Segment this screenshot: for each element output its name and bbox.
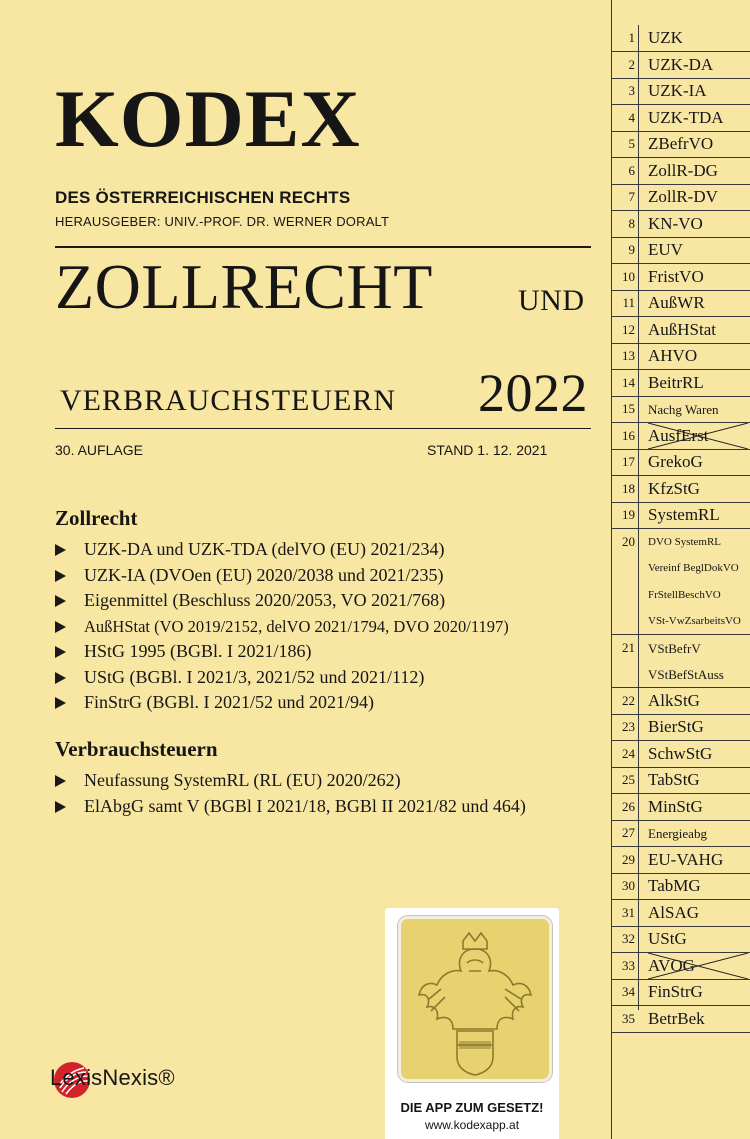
register-number: 16 [622, 427, 635, 443]
register-label: ZollR-DG [648, 160, 718, 180]
register-number: 23 [622, 719, 635, 734]
register-label: VStBefrV [648, 640, 701, 656]
register-number: 13 [622, 348, 635, 363]
register-tab[interactable] [611, 25, 750, 52]
list-item: Eigenmittel (Beschluss 2020/2053, VO 2021/768) [55, 588, 600, 614]
register-number: 10 [622, 268, 635, 284]
book-title-und: UND [518, 284, 585, 317]
register-label: AußHStat [648, 319, 716, 339]
register-label: UStG [648, 929, 687, 948]
register-tab[interactable] [611, 820, 750, 847]
register-label: ZollR-DV [648, 187, 718, 206]
bullet-triangle-icon [55, 570, 66, 582]
list-item: HStG 1995 (BGBl. I 2021/186) [55, 639, 600, 665]
register-number: 24 [622, 745, 635, 761]
register-tab[interactable] [611, 714, 750, 741]
app-promo [385, 908, 559, 1139]
register-number: 22 [622, 692, 635, 708]
register-number: 33 [622, 957, 635, 973]
register-label: UZK-DA [648, 54, 714, 74]
section-heading: Zollrecht [55, 506, 138, 530]
register-tab[interactable] [611, 794, 750, 821]
book-subtitle: VERBRAUCHSTEUERN [60, 384, 397, 417]
edition-year: 2022 [478, 363, 588, 423]
register-label: UZK-IA [648, 81, 707, 100]
register-number: 12 [622, 321, 635, 337]
register-number: 31 [622, 904, 635, 920]
bullet-triangle-icon [55, 697, 66, 709]
register-label: MinStG [648, 796, 703, 816]
register-label: KfzStG [648, 478, 700, 498]
list-item: UZK-DA und UZK-TDA (delVO (EU) 2021/234) [55, 537, 600, 563]
register-label: FinStrG [648, 982, 703, 1001]
list-item: ElAbgG samt V (BGBl I 2021/18, BGBl II 2021/82 und 464) [55, 794, 555, 820]
register-number: 27 [622, 825, 635, 840]
register-number: 2 [628, 56, 635, 72]
register-number: 25 [622, 772, 635, 787]
edition-number: 30. AUFLAGE [55, 442, 143, 458]
register-tab[interactable] [611, 582, 750, 608]
publisher-name: LexisNexis® [50, 1065, 175, 1090]
register-tab[interactable] [611, 78, 750, 105]
register-number: 7 [628, 189, 635, 204]
register-label: AlkStG [648, 690, 700, 710]
register-tab[interactable] [611, 449, 750, 476]
register-label: AHVO [648, 346, 698, 365]
editor-line: HERAUSGEBER: UNIV.-PROF. DR. WERNER DORALT [55, 214, 390, 229]
bullet-triangle-icon [55, 672, 66, 684]
register-number: 3 [628, 83, 635, 98]
register-tab[interactable] [611, 953, 750, 980]
register-label: FrStellBeschVO [648, 588, 721, 601]
series-subtitle: DES ÖSTERREICHISCHEN RECHTS [55, 188, 351, 207]
register-tab[interactable] [611, 396, 750, 423]
list-item: UZK-IA (DVOen (EU) 2020/2038 und 2021/235) [55, 563, 600, 589]
register-label: TabMG [648, 876, 701, 895]
register-tab[interactable] [611, 1006, 750, 1033]
bullet-triangle-icon [55, 621, 66, 633]
divider-bottom [55, 428, 591, 429]
bullet-triangle-icon [55, 801, 66, 813]
bullet-triangle-icon [55, 775, 66, 787]
register-label: Energieabg [648, 826, 707, 841]
register-label: DVO SystemRL [648, 535, 722, 548]
register-number: 5 [628, 136, 635, 151]
register-number: 20 [622, 533, 635, 549]
register-tab[interactable] [611, 237, 750, 264]
app-tagline: DIE APP ZUM GESETZ! [400, 1100, 544, 1115]
register-label: SchwStG [648, 743, 713, 763]
eagle-coat-of-arms-icon [401, 919, 549, 1079]
register-tab[interactable] [611, 290, 750, 317]
strikethrough-cross-icon [648, 953, 748, 979]
register-tab[interactable] [611, 264, 750, 291]
register-tab[interactable] [611, 158, 750, 185]
register-label: EU-VAHG [648, 849, 724, 869]
register-tab[interactable] [611, 476, 750, 503]
register-label: UZK-TDA [648, 107, 724, 127]
contents-section-verbrauchsteuern [55, 737, 555, 819]
divider-top [55, 246, 591, 248]
register-number: 11 [622, 295, 635, 310]
register-label: AlSAG [648, 902, 700, 922]
register-label: BeitrRL [648, 372, 704, 392]
register-tab[interactable] [611, 211, 750, 238]
stand-date: STAND 1. 12. 2021 [427, 442, 548, 458]
register-tab[interactable] [611, 317, 750, 344]
register-label: ZBefrVO [648, 134, 714, 153]
register-label: SystemRL [648, 505, 720, 524]
register-label: GrekoG [648, 452, 703, 471]
register-label: UZK [648, 28, 683, 47]
register-tab[interactable] [611, 370, 750, 397]
register-number: 30 [622, 878, 635, 893]
register-tab[interactable] [611, 608, 750, 635]
register-label: VStBefStAuss [648, 667, 724, 682]
bullet-triangle-icon [55, 595, 66, 607]
register-tab[interactable] [611, 343, 750, 370]
register-label: BetrBek [648, 1008, 705, 1028]
register-tab[interactable] [611, 131, 750, 158]
register-tab[interactable] [611, 847, 750, 874]
register-number: 35 [622, 1010, 635, 1026]
register-label: BierStG [648, 717, 704, 736]
register-label: Vereinf BeglDokVO [648, 562, 739, 574]
register-tab[interactable] [611, 52, 750, 79]
register-tab[interactable] [611, 105, 750, 132]
app-url[interactable]: www.kodexapp.at [424, 1118, 520, 1132]
register-tab[interactable] [611, 873, 750, 900]
register-label: TabStG [648, 770, 700, 789]
register-number: 26 [622, 798, 635, 814]
register-tab[interactable] [611, 741, 750, 768]
register-tab[interactable] [611, 423, 750, 450]
phone-icon [398, 916, 552, 1082]
list-item: Neufassung SystemRL (RL (EU) 2020/262) [55, 768, 555, 794]
register-number: 8 [628, 215, 635, 231]
register-tab[interactable] [611, 688, 750, 715]
register-tab[interactable] [611, 926, 750, 953]
register-tab[interactable] [611, 555, 750, 581]
register-tab[interactable] [611, 529, 750, 555]
strikethrough-cross-icon [648, 423, 748, 449]
bullet-triangle-icon [55, 646, 66, 658]
register-number: 1 [628, 30, 635, 45]
register-number: 19 [622, 507, 635, 522]
register-number: 18 [622, 480, 635, 496]
register-tab[interactable] [611, 979, 750, 1006]
register-tab[interactable] [611, 767, 750, 794]
book-title: ZOLLRECHT [55, 251, 433, 322]
series-title: KODEX [55, 73, 361, 164]
register-label: AusfErst [648, 425, 709, 445]
register-label: VSt-VwZsarbeitsVO [648, 615, 741, 627]
register-number: 14 [622, 374, 635, 390]
register-tab[interactable] [611, 635, 750, 661]
register-number: 4 [628, 109, 635, 125]
list-item: UStG (BGBl. I 2021/3, 2021/52 und 2021/112) [55, 665, 600, 691]
register-number: 34 [622, 984, 635, 999]
register-tab[interactable] [611, 900, 750, 927]
list-item: FinStrG (BGBl. I 2021/52 und 2021/94) [55, 690, 600, 716]
register-number: 9 [628, 242, 635, 257]
register-label: KN-VO [648, 213, 703, 233]
register-tab[interactable] [611, 661, 750, 688]
register-label: FristVO [648, 266, 704, 286]
register-number: 15 [622, 401, 635, 416]
register-number: 17 [622, 454, 635, 469]
section-heading: Verbrauchsteuern [55, 737, 218, 761]
list-item: AußHStat (VO 2019/2152, delVO 2021/1794, DVO 2020/1197) [55, 614, 600, 640]
register-number: 32 [622, 931, 635, 946]
bullet-triangle-icon [55, 544, 66, 556]
register-label: EUV [648, 240, 683, 259]
register-tab[interactable] [611, 184, 750, 211]
register-number: 29 [622, 851, 635, 867]
register-label: AußWR [648, 293, 705, 312]
contents-section-zollrecht [55, 506, 600, 716]
register-label: Nachg Waren [648, 402, 719, 417]
register-tab[interactable] [611, 502, 750, 529]
register-number: 6 [628, 162, 635, 178]
register-number: 21 [622, 639, 635, 655]
register-label: AVOG [648, 955, 695, 975]
